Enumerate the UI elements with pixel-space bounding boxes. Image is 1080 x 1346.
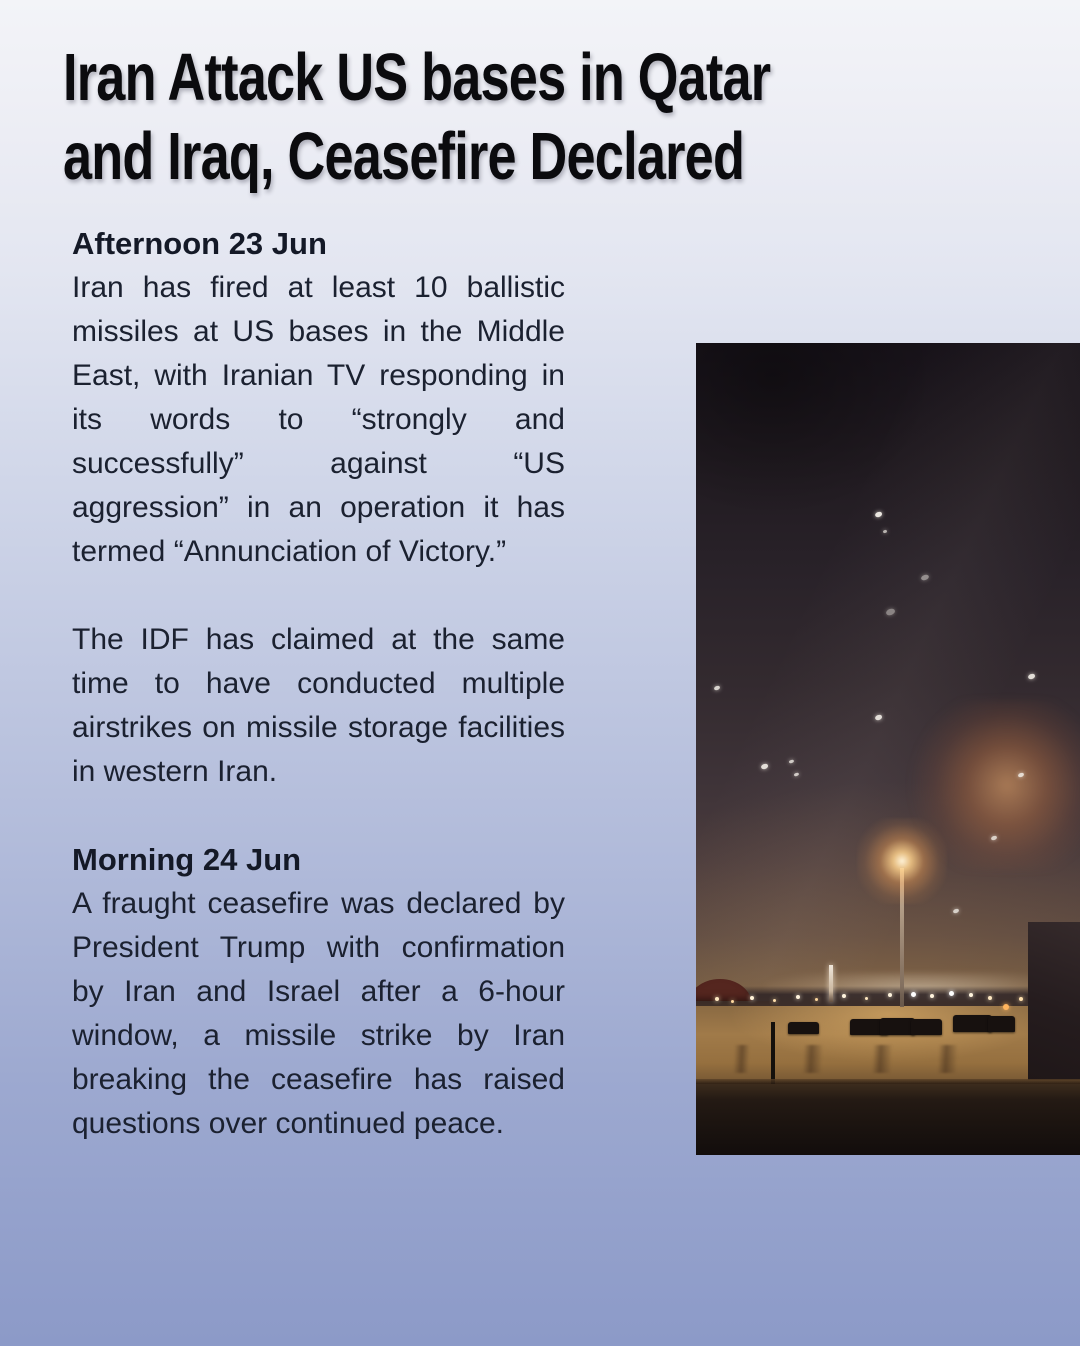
horizon-light xyxy=(969,993,973,997)
horizon-light xyxy=(949,991,954,996)
sky-lights-layer xyxy=(696,343,1080,1155)
horizon-light xyxy=(750,996,754,1000)
horizon-light xyxy=(911,992,916,997)
horizon-light xyxy=(715,997,719,1001)
horizon-light xyxy=(842,994,846,998)
horizon-light xyxy=(815,998,818,1001)
sky-light-dot xyxy=(1028,673,1036,680)
sky-light-dot xyxy=(789,759,795,764)
page-title-line-1: Iran Attack US bases in Qatar xyxy=(63,40,771,115)
horizon-light xyxy=(988,996,992,1000)
horizon-light xyxy=(888,993,892,997)
vehicle-silhouette xyxy=(788,1022,819,1034)
sky-light-dot xyxy=(794,772,800,777)
paragraph-missile-attack: Iran has fired at least 10 ballistic missiles at US bases in the Middle East, with Iranian TV responding in its words to “strongly and successfully” against “US aggression” in an operation it has termed “Annunciation of Victory.” xyxy=(72,271,565,568)
sky-light-dot xyxy=(920,574,929,582)
vehicle-silhouette xyxy=(911,1019,942,1034)
sky-light-dot xyxy=(874,511,882,518)
horizon-light xyxy=(731,1000,734,1003)
article-column xyxy=(72,222,565,1190)
news-photo xyxy=(696,343,1080,1155)
section-heading-afternoon-23-jun: Afternoon 23 Jun xyxy=(72,226,327,261)
section-heading-morning-24-jun: Morning 24 Jun xyxy=(72,842,302,877)
horizon-light xyxy=(773,999,776,1002)
horizon-light xyxy=(796,995,800,999)
vehicle-silhouette xyxy=(988,1016,1015,1031)
horizon-light xyxy=(930,994,934,998)
sky-light-dot xyxy=(952,908,959,914)
sky-light-dot xyxy=(990,835,997,841)
sky-light-dot xyxy=(883,529,888,533)
horizon-light xyxy=(865,997,868,1000)
page-title xyxy=(63,38,1080,196)
sky-light-dot xyxy=(1017,772,1024,778)
vehicle-silhouette xyxy=(953,1015,991,1033)
paragraph-idf-airstrikes: The IDF has claimed at the same time to have conducted multiple airstrikes on missile storage facilities in western Iran. xyxy=(72,623,565,788)
sky-light-dot xyxy=(761,763,769,770)
page-title-line-2: and Iraq, Ceasefire Declared xyxy=(63,119,745,194)
sky-light-dot xyxy=(885,608,895,617)
horizon-light xyxy=(1019,997,1023,1001)
sky-light-dot xyxy=(714,685,721,691)
horizon-light xyxy=(1003,1004,1009,1010)
sky-light-dot xyxy=(874,714,882,721)
paragraph-ceasefire: A fraught ceasefire was declared by President Trump with confirmation by Iran and Israel after a 6-hour window, a missile strike by Iran breaking the ceasefire has raised questions over continued peace. xyxy=(72,887,565,1140)
vehicle-silhouette xyxy=(880,1018,915,1035)
